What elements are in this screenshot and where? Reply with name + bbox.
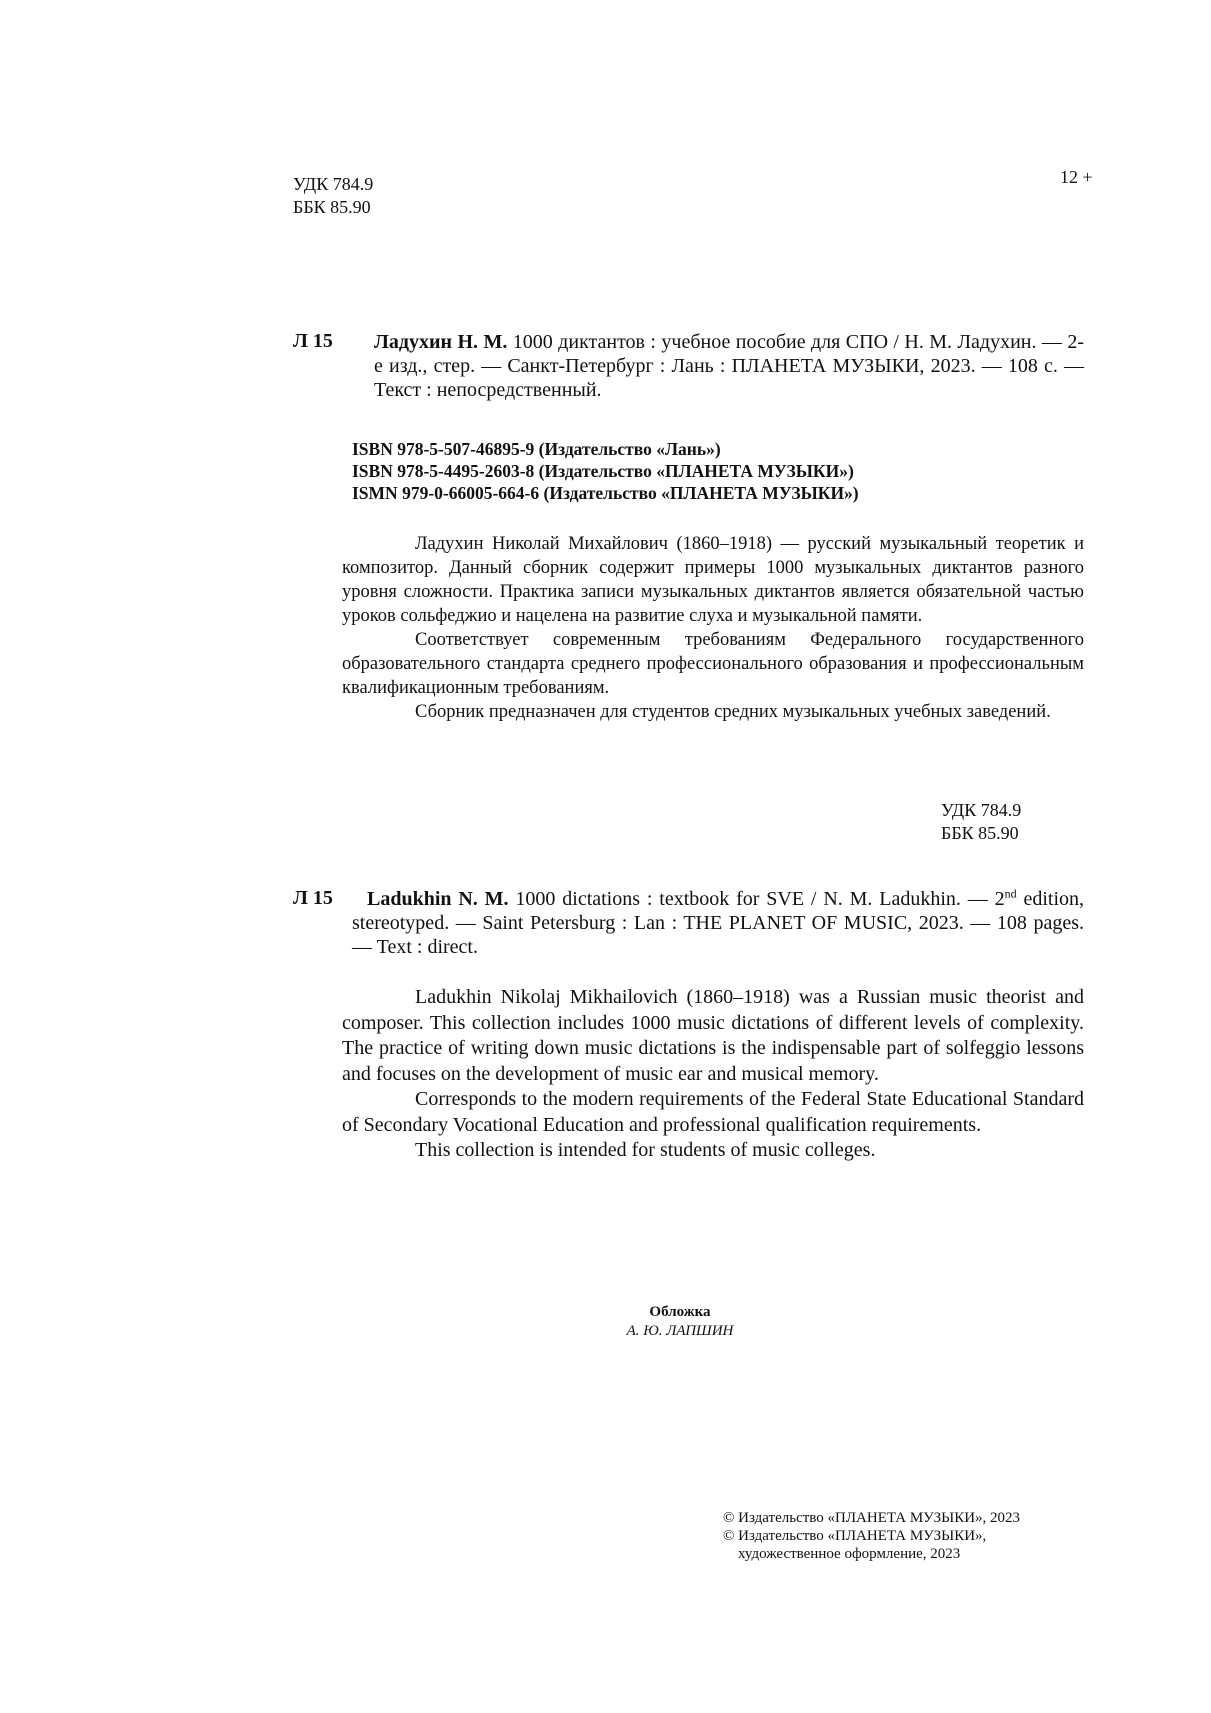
ismn-planeta: ISMN 979-0-66005-664-6 (Издательство «ПЛАНЕТА МУЗЫКИ») xyxy=(352,483,859,503)
entry-text-en-1: 1000 dictations : textbook for SVE / N. M. Ladukhin. — 2 xyxy=(515,888,1005,910)
copyright-line-3: художественное оформление, 2023 xyxy=(738,1546,961,1562)
isbn-block xyxy=(352,438,859,504)
bbk-code-2: ББК 85.90 xyxy=(941,823,1019,843)
udk-code-2: УДК 784.9 xyxy=(941,800,1022,820)
bbk-code: ББК 85.90 xyxy=(293,197,371,217)
abstract-en-para-2: Corresponds to the modern requirements of the Federal State Educational Standard of Secondary Vocational Education and professional qualification requirements. xyxy=(342,1088,1084,1136)
author-ru: Ладухин Н. М. xyxy=(374,331,508,353)
abstract-ru-para-1: Ладухин Николай Михайлович (1860–1918) — русский музыкальный теоретик и композитор. Данный сборник содержит примеры 1000 музыкальных диктантов разного уровня сложности. Практика записи музыкальных диктантов является обязательной частью уроков сольфеджио и нацелена на развитие слуха и музыкальной памяти. xyxy=(342,534,1084,626)
age-rating: 12 + xyxy=(1060,167,1093,187)
abstract-en-para-1: Ladukhin Nikolaj Mikhailovich (1860–1918) was a Russian music theorist and composer. This collection includes 1000 music dictations of different levels of complexity. The practice of writing down music dictations is the indispensable part of solfeggio lessons and focuses on the development of music ear and musical memory. xyxy=(342,986,1084,1085)
bibliographic-entry-en xyxy=(352,887,1084,959)
entry-text-en-2: edition, stereotyped. — Saint Petersburg : Lan : THE PLANET OF MUSIC, 2023. — 108 pages. — Text : direct. xyxy=(352,888,1085,958)
entry-text-ru: 1000 диктантов : учебное пособие для СПО / Н. М. Ладухин. — 2-е изд., стер. — Санкт-Петербург : Лань : ПЛАНЕТА МУЗЫКИ, 2023. — 108 с. — Текст : непосредственный. xyxy=(374,331,1084,401)
bibliographic-entry-ru xyxy=(374,330,1084,402)
isbn-planeta: ISBN 978-5-4495-2603-8 (Издательство «ПЛАНЕТА МУЗЫКИ») xyxy=(352,461,854,481)
abstract-en xyxy=(342,985,1084,1164)
copyright-block xyxy=(723,1509,1020,1563)
author-en: Ladukhin N. M. xyxy=(367,888,509,910)
cover-label: Обложка xyxy=(649,1304,711,1320)
isbn-lan: ISBN 978-5-507-46895-9 (Издательство «Лань») xyxy=(352,439,721,459)
copyright-line-1: © Издательство «ПЛАНЕТА МУЗЫКИ», 2023 xyxy=(723,1510,1021,1526)
abstract-ru xyxy=(342,532,1084,724)
top-classification xyxy=(293,173,373,219)
udk-code: УДК 784.9 xyxy=(293,174,374,194)
mid-classification xyxy=(941,799,1021,845)
cover-credit xyxy=(580,1303,780,1341)
library-code: Л 15 xyxy=(293,330,333,352)
copyright-line-2: © Издательство «ПЛАНЕТА МУЗЫКИ», xyxy=(723,1528,987,1544)
abstract-en-para-3: This collection is intended for students of music colleges. xyxy=(415,1139,876,1161)
cover-artist: А. Ю. ЛАПШИН xyxy=(626,1323,734,1339)
abstract-ru-para-2: Соответствует современным требованиям Федерального государственного образовательного стандарта среднего профессионального образования и профессиональным квалификационным требованиям. xyxy=(342,630,1084,698)
library-code-en: Л 15 xyxy=(293,887,333,909)
edition-superscript: nd xyxy=(1004,886,1017,901)
abstract-ru-para-3: Сборник предназначен для студентов средних музыкальных учебных заведений. xyxy=(415,702,1051,722)
